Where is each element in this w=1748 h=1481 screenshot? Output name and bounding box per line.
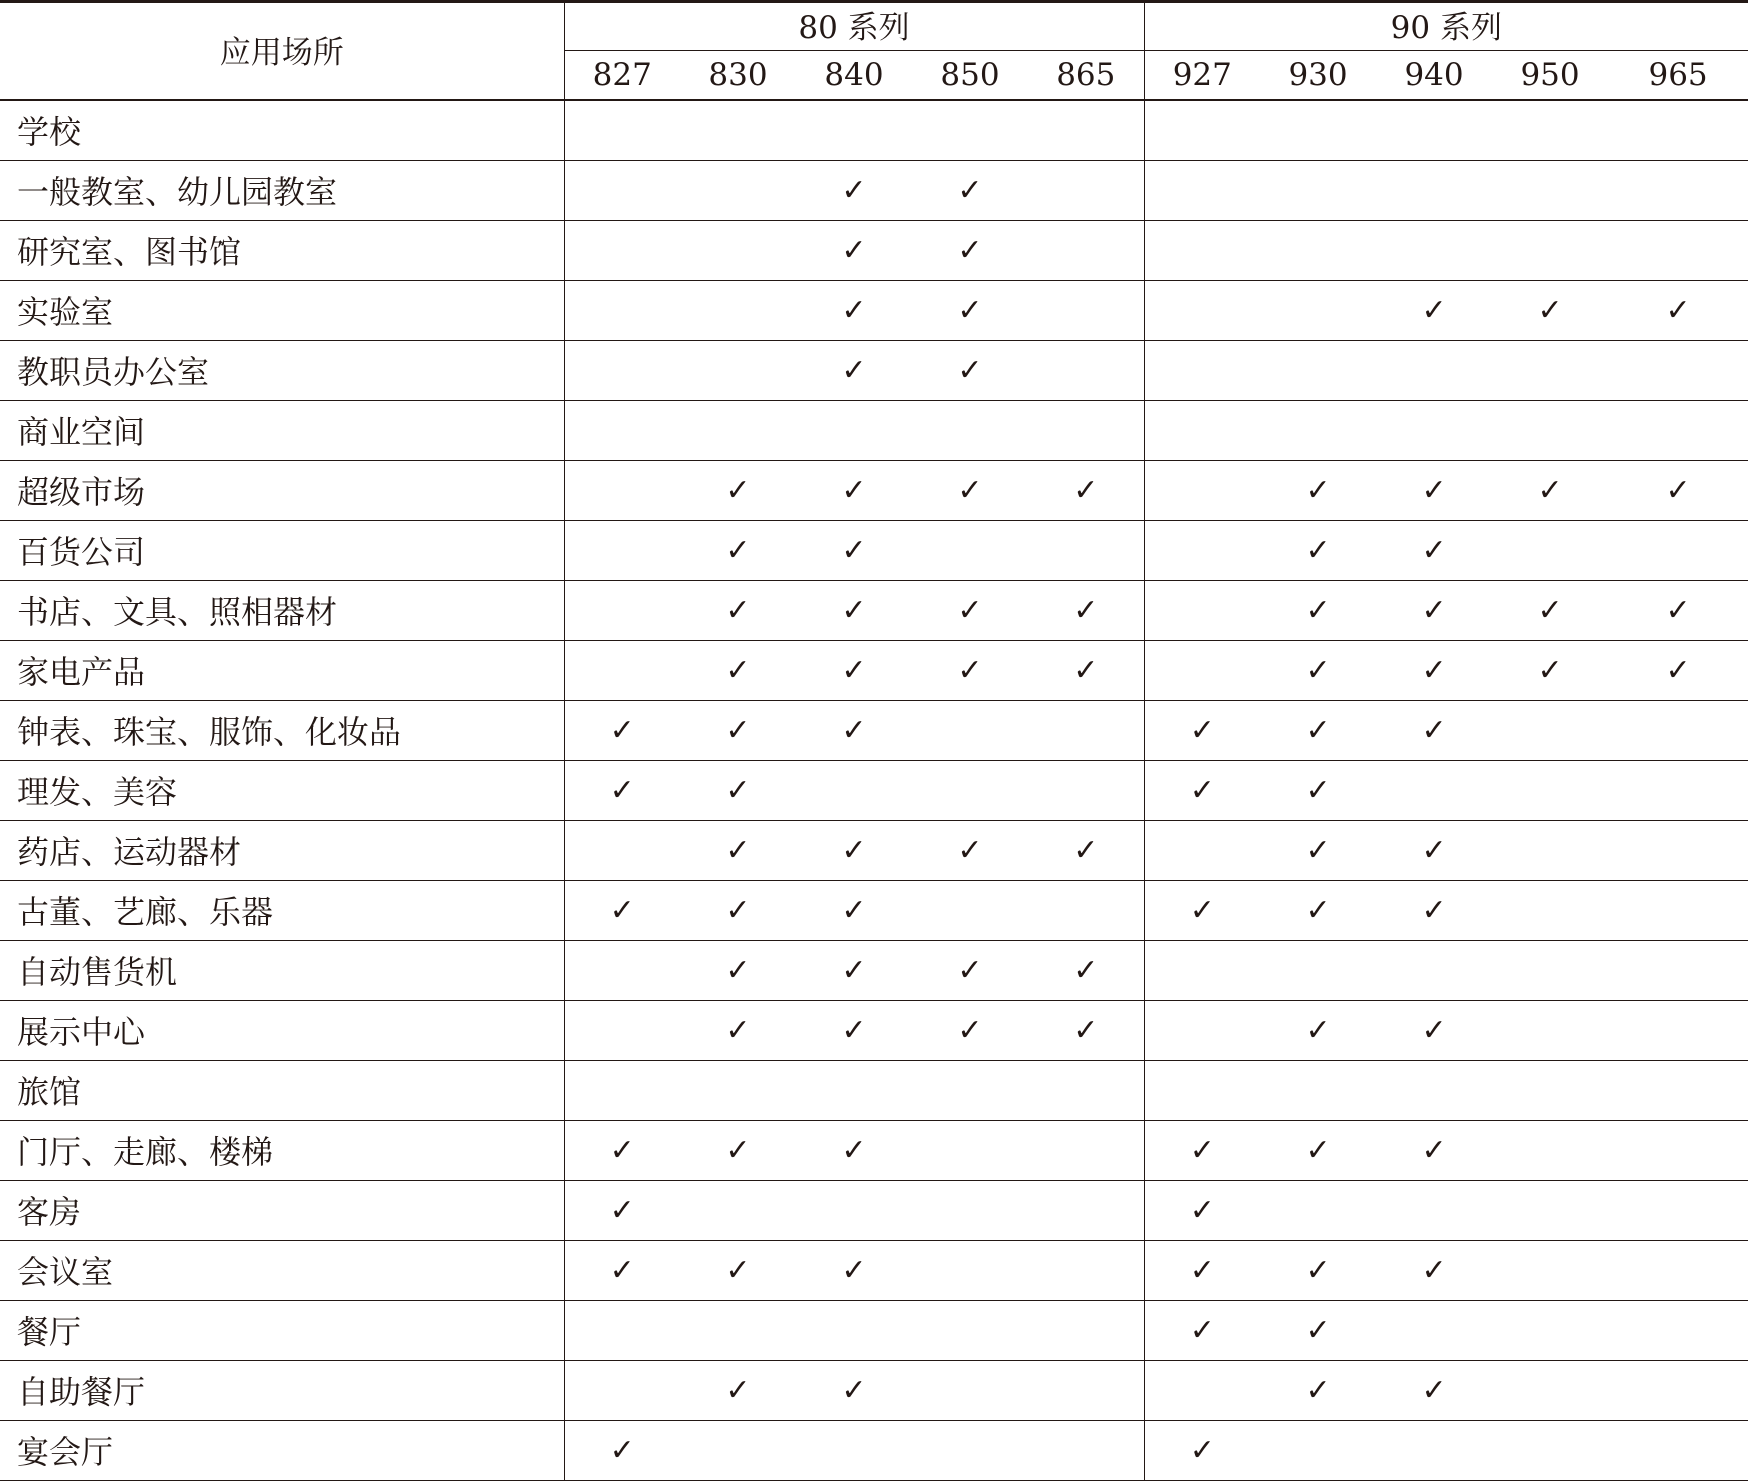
check-mark-icon: ✓ <box>1260 640 1376 700</box>
place-cell: 商业空间 <box>0 400 564 460</box>
check-mark-icon: ✓ <box>1028 640 1144 700</box>
empty-cell <box>912 1420 1028 1480</box>
empty-cell <box>1144 1360 1260 1420</box>
empty-cell <box>1028 1420 1144 1480</box>
check-mark-icon: ✓ <box>796 1240 912 1300</box>
table-row <box>0 880 1748 940</box>
check-mark-icon: ✓ <box>680 700 796 760</box>
check-mark-icon: ✓ <box>1376 1120 1492 1180</box>
check-mark-icon: ✓ <box>1376 1240 1492 1300</box>
check-mark-icon: ✓ <box>680 880 796 940</box>
model-header-930: 930 <box>1260 50 1376 100</box>
empty-cell <box>912 700 1028 760</box>
model-header-830: 830 <box>680 50 796 100</box>
empty-cell <box>1144 100 1260 160</box>
series-80-header: 80 系列 <box>564 0 1144 50</box>
empty-cell <box>912 1360 1028 1420</box>
table-row <box>0 280 1748 340</box>
empty-cell <box>1376 1060 1492 1120</box>
empty-cell <box>564 400 680 460</box>
empty-cell <box>1492 400 1608 460</box>
empty-cell <box>680 100 796 160</box>
empty-cell <box>680 1180 796 1240</box>
place-cell: 门厅、走廊、楼梯 <box>0 1120 564 1180</box>
empty-cell <box>1260 280 1376 340</box>
check-mark-icon: ✓ <box>564 760 680 820</box>
model-header-927: 927 <box>1144 50 1260 100</box>
check-mark-icon: ✓ <box>1144 1180 1260 1240</box>
empty-cell <box>1028 520 1144 580</box>
table-row <box>0 220 1748 280</box>
empty-cell <box>912 760 1028 820</box>
check-mark-icon: ✓ <box>1144 880 1260 940</box>
empty-cell <box>796 1420 912 1480</box>
place-cell: 自助餐厅 <box>0 1360 564 1420</box>
model-header-865: 865 <box>1028 50 1144 100</box>
empty-cell <box>564 1000 680 1060</box>
check-mark-icon: ✓ <box>796 820 912 880</box>
check-mark-icon: ✓ <box>1028 1000 1144 1060</box>
place-cell: 一般教室、幼儿园教室 <box>0 160 564 220</box>
empty-cell <box>1144 1060 1260 1120</box>
check-mark-icon: ✓ <box>1492 460 1608 520</box>
place-cell: 客房 <box>0 1180 564 1240</box>
empty-cell <box>1608 400 1748 460</box>
check-mark-icon: ✓ <box>912 280 1028 340</box>
check-mark-icon: ✓ <box>796 700 912 760</box>
table-row <box>0 580 1748 640</box>
empty-cell <box>912 1060 1028 1120</box>
empty-cell <box>1144 220 1260 280</box>
empty-cell <box>1028 1300 1144 1360</box>
empty-cell <box>564 100 680 160</box>
place-cell: 书店、文具、照相器材 <box>0 580 564 640</box>
check-mark-icon: ✓ <box>796 280 912 340</box>
empty-cell <box>1492 1360 1608 1420</box>
check-mark-icon: ✓ <box>564 1180 680 1240</box>
table-row <box>0 1000 1748 1060</box>
check-mark-icon: ✓ <box>1260 760 1376 820</box>
empty-cell <box>1028 1120 1144 1180</box>
empty-cell <box>1492 820 1608 880</box>
check-mark-icon: ✓ <box>680 580 796 640</box>
empty-cell <box>1260 1060 1376 1120</box>
empty-cell <box>1492 1060 1608 1120</box>
empty-cell <box>1144 580 1260 640</box>
check-mark-icon: ✓ <box>1028 940 1144 1000</box>
check-mark-icon: ✓ <box>680 1000 796 1060</box>
empty-cell <box>1492 1000 1608 1060</box>
empty-cell <box>1144 160 1260 220</box>
check-mark-icon: ✓ <box>1260 520 1376 580</box>
check-mark-icon: ✓ <box>1492 280 1608 340</box>
empty-cell <box>1376 400 1492 460</box>
empty-cell <box>1608 1120 1748 1180</box>
empty-cell <box>1376 1180 1492 1240</box>
empty-cell <box>1492 100 1608 160</box>
series-90-header: 90 系列 <box>1144 0 1748 50</box>
check-mark-icon: ✓ <box>1376 820 1492 880</box>
empty-cell <box>1608 1360 1748 1420</box>
empty-cell <box>680 1060 796 1120</box>
check-mark-icon: ✓ <box>1260 700 1376 760</box>
empty-cell <box>912 1240 1028 1300</box>
check-mark-icon: ✓ <box>912 1000 1028 1060</box>
table-row <box>0 340 1748 400</box>
empty-cell <box>1028 340 1144 400</box>
empty-cell <box>564 820 680 880</box>
empty-cell <box>1260 160 1376 220</box>
empty-cell <box>1260 220 1376 280</box>
check-mark-icon: ✓ <box>912 220 1028 280</box>
check-mark-icon: ✓ <box>912 940 1028 1000</box>
empty-cell <box>1260 940 1376 1000</box>
place-cell: 家电产品 <box>0 640 564 700</box>
empty-cell <box>1144 940 1260 1000</box>
check-mark-icon: ✓ <box>1028 460 1144 520</box>
empty-cell <box>1028 700 1144 760</box>
check-mark-icon: ✓ <box>796 880 912 940</box>
check-mark-icon: ✓ <box>1608 280 1748 340</box>
empty-cell <box>1608 1300 1748 1360</box>
check-mark-icon: ✓ <box>1376 1000 1492 1060</box>
empty-cell <box>1144 640 1260 700</box>
empty-cell <box>564 1360 680 1420</box>
empty-cell <box>1608 940 1748 1000</box>
empty-cell <box>680 400 796 460</box>
table-row <box>0 820 1748 880</box>
empty-cell <box>564 340 680 400</box>
table-row <box>0 1420 1748 1480</box>
empty-cell <box>1144 400 1260 460</box>
check-mark-icon: ✓ <box>1144 1120 1260 1180</box>
empty-cell <box>1608 520 1748 580</box>
table-row <box>0 1360 1748 1420</box>
check-mark-icon: ✓ <box>1260 1000 1376 1060</box>
check-mark-icon: ✓ <box>680 1240 796 1300</box>
empty-cell <box>1492 220 1608 280</box>
table-row <box>0 940 1748 1000</box>
empty-cell <box>912 880 1028 940</box>
place-cell: 超级市场 <box>0 460 564 520</box>
table-row <box>0 700 1748 760</box>
table-row <box>0 400 1748 460</box>
place-cell: 自动售货机 <box>0 940 564 1000</box>
place-cell: 理发、美容 <box>0 760 564 820</box>
table-row <box>0 460 1748 520</box>
check-mark-icon: ✓ <box>1144 760 1260 820</box>
check-mark-icon: ✓ <box>796 160 912 220</box>
empty-cell <box>912 1300 1028 1360</box>
empty-cell <box>1608 760 1748 820</box>
table-row <box>0 640 1748 700</box>
empty-cell <box>1376 1300 1492 1360</box>
empty-cell <box>1608 1180 1748 1240</box>
check-mark-icon: ✓ <box>680 760 796 820</box>
place-column-header: 应用场所 <box>0 0 564 100</box>
empty-cell <box>1028 1180 1144 1240</box>
check-mark-icon: ✓ <box>912 160 1028 220</box>
model-header-965: 965 <box>1608 50 1748 100</box>
check-mark-icon: ✓ <box>912 460 1028 520</box>
empty-cell <box>1260 1420 1376 1480</box>
place-cell: 药店、运动器材 <box>0 820 564 880</box>
table-row <box>0 1120 1748 1180</box>
place-cell: 学校 <box>0 100 564 160</box>
check-mark-icon: ✓ <box>1260 1360 1376 1420</box>
place-cell: 钟表、珠宝、服饰、化妆品 <box>0 700 564 760</box>
place-cell: 展示中心 <box>0 1000 564 1060</box>
check-mark-icon: ✓ <box>1492 640 1608 700</box>
empty-cell <box>1376 220 1492 280</box>
empty-cell <box>1028 1060 1144 1120</box>
empty-cell <box>1028 400 1144 460</box>
check-mark-icon: ✓ <box>796 520 912 580</box>
empty-cell <box>1492 520 1608 580</box>
check-mark-icon: ✓ <box>796 220 912 280</box>
empty-cell <box>1028 1360 1144 1420</box>
empty-cell <box>564 160 680 220</box>
check-mark-icon: ✓ <box>564 1420 680 1480</box>
table-row <box>0 1300 1748 1360</box>
place-cell: 餐厅 <box>0 1300 564 1360</box>
check-mark-icon: ✓ <box>564 1240 680 1300</box>
empty-cell <box>1144 520 1260 580</box>
empty-cell <box>1028 880 1144 940</box>
empty-cell <box>564 280 680 340</box>
empty-cell <box>1608 160 1748 220</box>
empty-cell <box>1492 1120 1608 1180</box>
empty-cell <box>796 1300 912 1360</box>
check-mark-icon: ✓ <box>796 1000 912 1060</box>
check-mark-icon: ✓ <box>796 1360 912 1420</box>
empty-cell <box>1492 1240 1608 1300</box>
empty-cell <box>680 220 796 280</box>
check-mark-icon: ✓ <box>796 1120 912 1180</box>
empty-cell <box>564 220 680 280</box>
empty-cell <box>680 1300 796 1360</box>
table-row <box>0 1060 1748 1120</box>
empty-cell <box>564 460 680 520</box>
check-mark-icon: ✓ <box>1376 460 1492 520</box>
empty-cell <box>680 160 796 220</box>
empty-cell <box>680 1420 796 1480</box>
empty-cell <box>564 1060 680 1120</box>
empty-cell <box>912 1120 1028 1180</box>
check-mark-icon: ✓ <box>1260 1120 1376 1180</box>
place-cell: 宴会厅 <box>0 1420 564 1480</box>
check-mark-icon: ✓ <box>564 880 680 940</box>
empty-cell <box>1492 340 1608 400</box>
check-mark-icon: ✓ <box>564 1120 680 1180</box>
empty-cell <box>1376 160 1492 220</box>
check-mark-icon: ✓ <box>680 520 796 580</box>
empty-cell <box>564 520 680 580</box>
check-mark-icon: ✓ <box>1028 820 1144 880</box>
check-mark-icon: ✓ <box>1144 700 1260 760</box>
empty-cell <box>1608 220 1748 280</box>
empty-cell <box>1608 340 1748 400</box>
empty-cell <box>680 280 796 340</box>
empty-cell <box>1492 760 1608 820</box>
check-mark-icon: ✓ <box>1376 1360 1492 1420</box>
check-mark-icon: ✓ <box>680 640 796 700</box>
empty-cell <box>1492 880 1608 940</box>
check-mark-icon: ✓ <box>796 340 912 400</box>
check-mark-icon: ✓ <box>1260 460 1376 520</box>
empty-cell <box>796 400 912 460</box>
empty-cell <box>1492 1420 1608 1480</box>
empty-cell <box>680 340 796 400</box>
model-header-940: 940 <box>1376 50 1492 100</box>
empty-cell <box>1492 940 1608 1000</box>
table-row <box>0 160 1748 220</box>
empty-cell <box>564 640 680 700</box>
empty-cell <box>796 100 912 160</box>
empty-cell <box>1608 820 1748 880</box>
empty-cell <box>1028 100 1144 160</box>
check-mark-icon: ✓ <box>912 340 1028 400</box>
empty-cell <box>1260 1180 1376 1240</box>
empty-cell <box>564 940 680 1000</box>
empty-cell <box>1492 1180 1608 1240</box>
empty-cell <box>912 100 1028 160</box>
place-cell: 教职员办公室 <box>0 340 564 400</box>
empty-cell <box>1376 100 1492 160</box>
empty-cell <box>1260 400 1376 460</box>
empty-cell <box>1492 160 1608 220</box>
check-mark-icon: ✓ <box>680 1360 796 1420</box>
model-header-827: 827 <box>564 50 680 100</box>
empty-cell <box>1608 1000 1748 1060</box>
model-header-840: 840 <box>796 50 912 100</box>
place-cell: 实验室 <box>0 280 564 340</box>
check-mark-icon: ✓ <box>564 700 680 760</box>
check-mark-icon: ✓ <box>1028 580 1144 640</box>
empty-cell <box>1028 1240 1144 1300</box>
check-mark-icon: ✓ <box>1144 1240 1260 1300</box>
check-mark-icon: ✓ <box>1608 580 1748 640</box>
check-mark-icon: ✓ <box>796 580 912 640</box>
empty-cell <box>912 400 1028 460</box>
check-mark-icon: ✓ <box>796 640 912 700</box>
empty-cell <box>1144 460 1260 520</box>
table-body <box>0 100 1748 1480</box>
empty-cell <box>564 1300 680 1360</box>
empty-cell <box>1260 340 1376 400</box>
table-row <box>0 100 1748 160</box>
check-mark-icon: ✓ <box>680 1120 796 1180</box>
empty-cell <box>1376 760 1492 820</box>
check-mark-icon: ✓ <box>1376 640 1492 700</box>
empty-cell <box>564 580 680 640</box>
place-cell: 旅馆 <box>0 1060 564 1120</box>
empty-cell <box>1608 100 1748 160</box>
place-cell: 研究室、图书馆 <box>0 220 564 280</box>
check-mark-icon: ✓ <box>1376 280 1492 340</box>
place-cell: 古董、艺廊、乐器 <box>0 880 564 940</box>
check-mark-icon: ✓ <box>1260 820 1376 880</box>
check-mark-icon: ✓ <box>1376 580 1492 640</box>
model-header-850: 850 <box>912 50 1028 100</box>
empty-cell <box>1028 280 1144 340</box>
check-mark-icon: ✓ <box>1376 520 1492 580</box>
empty-cell <box>1144 280 1260 340</box>
check-mark-icon: ✓ <box>680 820 796 880</box>
check-mark-icon: ✓ <box>1376 880 1492 940</box>
empty-cell <box>1260 100 1376 160</box>
empty-cell <box>1144 340 1260 400</box>
check-mark-icon: ✓ <box>1260 1240 1376 1300</box>
check-mark-icon: ✓ <box>1608 460 1748 520</box>
empty-cell <box>1028 160 1144 220</box>
empty-cell <box>1492 1300 1608 1360</box>
empty-cell <box>1144 1000 1260 1060</box>
check-mark-icon: ✓ <box>1144 1300 1260 1360</box>
empty-cell <box>1376 940 1492 1000</box>
empty-cell <box>1028 220 1144 280</box>
check-mark-icon: ✓ <box>680 940 796 1000</box>
table-row <box>0 1240 1748 1300</box>
check-mark-icon: ✓ <box>912 580 1028 640</box>
check-mark-icon: ✓ <box>1492 580 1608 640</box>
empty-cell <box>796 1060 912 1120</box>
check-mark-icon: ✓ <box>680 460 796 520</box>
table-row <box>0 1180 1748 1240</box>
empty-cell <box>1608 700 1748 760</box>
place-cell: 百货公司 <box>0 520 564 580</box>
empty-cell <box>1608 1420 1748 1480</box>
empty-cell <box>1376 340 1492 400</box>
model-header-950: 950 <box>1492 50 1608 100</box>
check-mark-icon: ✓ <box>1608 640 1748 700</box>
check-mark-icon: ✓ <box>912 640 1028 700</box>
check-mark-icon: ✓ <box>1376 700 1492 760</box>
empty-cell <box>1608 1060 1748 1120</box>
empty-cell <box>912 520 1028 580</box>
empty-cell <box>1608 1240 1748 1300</box>
check-mark-icon: ✓ <box>796 460 912 520</box>
empty-cell <box>1144 820 1260 880</box>
empty-cell <box>912 1180 1028 1240</box>
check-mark-icon: ✓ <box>912 820 1028 880</box>
place-cell: 会议室 <box>0 1240 564 1300</box>
check-mark-icon: ✓ <box>1260 580 1376 640</box>
check-mark-icon: ✓ <box>1260 1300 1376 1360</box>
table-row <box>0 760 1748 820</box>
empty-cell <box>796 1180 912 1240</box>
empty-cell <box>1376 1420 1492 1480</box>
empty-cell <box>1028 760 1144 820</box>
check-mark-icon: ✓ <box>1144 1420 1260 1480</box>
empty-cell <box>796 760 912 820</box>
check-mark-icon: ✓ <box>1260 880 1376 940</box>
table-row <box>0 520 1748 580</box>
check-mark-icon: ✓ <box>796 940 912 1000</box>
empty-cell <box>1492 700 1608 760</box>
empty-cell <box>1608 880 1748 940</box>
